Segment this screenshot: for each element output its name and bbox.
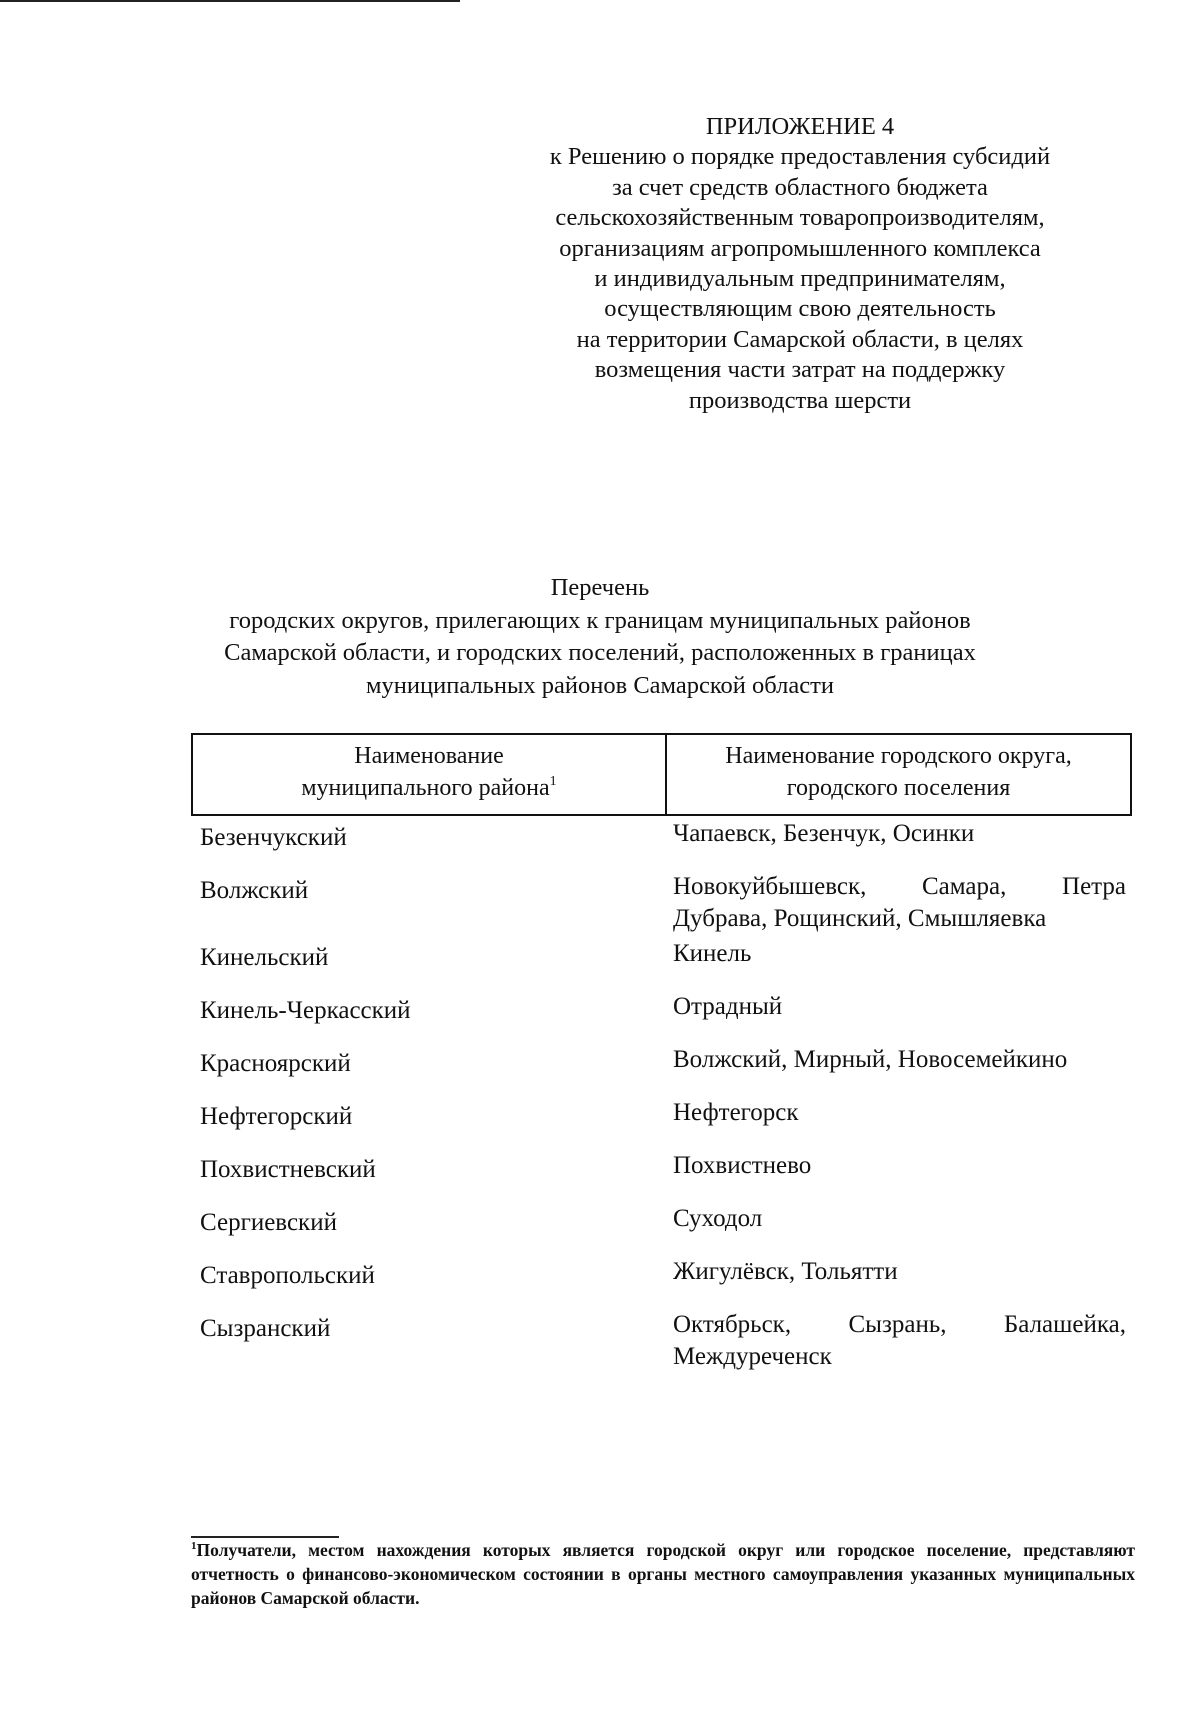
appendix-line: и индивидуальным предпринимателям,	[594, 265, 1006, 293]
header-district-line2: муниципального района	[301, 775, 550, 801]
district-name: Сергиевский	[200, 1209, 337, 1236]
appendix-line: производства шерсти	[688, 386, 912, 414]
places-list: Чапаевск, Безенчук, Осинки	[673, 820, 975, 847]
appendix-line: организациям агропромышленного комплекса	[559, 234, 1041, 262]
header-cell-places	[666, 734, 1131, 815]
places-list: Новокуйбышевск, Самара, Петра Дубрава, Рощинский, Смышляевка	[673, 873, 1126, 932]
appendix-line: за счет средств областного бюджета	[612, 173, 988, 201]
district-name: Ставропольский	[200, 1262, 375, 1289]
appendix-line: на территории Самарской области, в целях	[576, 325, 1024, 353]
district-name: Нефтегорский	[200, 1103, 353, 1130]
appendix-line: сельскохозяйственным товаропроизводителям,	[555, 204, 1045, 232]
appendix-line: возмещения части затрат на поддержку	[594, 356, 1006, 384]
appendix-line: осуществляющим свою деятельность	[604, 295, 996, 323]
district-name: Похвистневский	[200, 1156, 376, 1183]
places-list: Похвистнево	[673, 1152, 812, 1179]
district-name: Кинельский	[200, 944, 329, 971]
list-title-heading: Перечень	[550, 574, 650, 601]
list-title-line: Самарской области, и городских поселений, расположенных в границах	[224, 639, 976, 666]
header-cell-district	[192, 734, 666, 815]
places-list: Октябрьск, Сызрань, Балашейка, Междуреченск	[673, 1311, 1126, 1370]
places-list: Отрадный	[673, 993, 783, 1020]
top-edge-rule	[0, 0, 460, 2]
list-title-line: городских округов, прилегающих к границам муниципальных районов	[229, 606, 971, 634]
appendix-line: к Решению о порядке предоставления субсидий	[549, 143, 1051, 171]
places-list: Суходол	[673, 1205, 763, 1232]
list-title-line: муниципальных районов Самарской области	[366, 671, 834, 699]
places-list: Волжский, Мирный, Новосемейкино	[673, 1046, 1068, 1073]
list-title	[180, 572, 1020, 702]
footnote-ref: 1	[549, 774, 557, 789]
header-district-line1: Наименование	[354, 743, 504, 769]
footnote-text: Получатели, местом нахождения которых является городской округ или городское поселение, представляют отчетность о финансово-экономическом состоянии в органы местного самоуправления указанных муниципальных районов Самарской области.	[191, 1540, 1135, 1608]
district-name: Безенчукский	[200, 824, 347, 851]
district-name: Красноярский	[200, 1050, 351, 1077]
places-list: Кинель	[673, 940, 752, 967]
district-name: Волжский	[200, 877, 309, 904]
district-name: Сызранский	[200, 1315, 331, 1342]
header-places-line1: Наименование городского округа,	[725, 743, 1072, 769]
footnote-mark: 1	[191, 1540, 197, 1552]
footnote	[191, 1538, 1135, 1610]
header-places-line2: городского поселения	[786, 775, 1011, 801]
district-name: Кинель-Черкасский	[200, 997, 411, 1024]
appendix-heading: ПРИЛОЖЕНИЕ 4	[705, 113, 895, 140]
appendix-block	[470, 112, 1130, 416]
places-list: Жигулёвск, Тольятти	[673, 1258, 898, 1285]
table-header	[191, 733, 1132, 816]
places-list: Нефтегорск	[673, 1099, 799, 1126]
